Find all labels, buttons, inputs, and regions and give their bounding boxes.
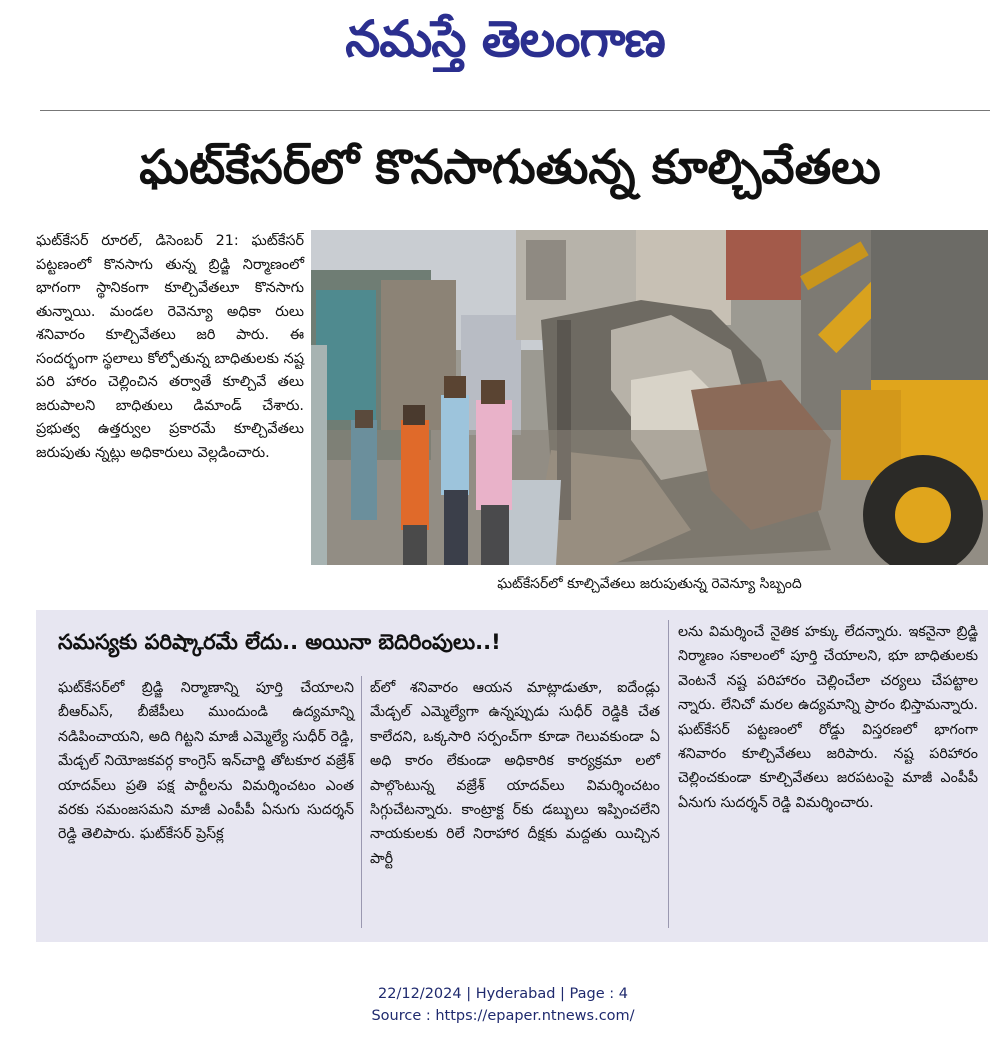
sidebar-story-headline: సమస్యకు పరిష్కారమే లేదు.. అయినా బెదిరింపులు..!	[58, 630, 501, 654]
masthead-divider	[40, 110, 990, 111]
sidebar-column-1	[58, 676, 354, 934]
demolition-photo	[311, 230, 988, 565]
photo-caption: ఘట్‌కేసర్‌లో కూల్చివేతలు జరుపుతున్న రెవెన్యూ సిబ్బంది	[497, 576, 802, 592]
sidebar-column-text: బ్‌లో శనివారం ఆయన మాట్లాడుతూ, ఐదేండ్లు మేడ్చల్ ఎమ్మెల్యేగా ఉన్నప్పుడు సుధీర్ రెడ్డికి చేత కాలేదని, ఒక్కసారి సర్పంచ్‌గా కూడా గెలువకుండా ఏ అధి కారం లేకుండా అధికారిక కార్యక్రమా లలో పాల్గొంటున్న వజ్రేశ్ యాదవ్‌లు విమర్శించటం సిగ్గుచేటన్నారు. కాంట్రాక్ట ర్‌కు డబ్బులు ఇప్పించలేని నాయకులకు రిలే నిరాహార దీక్షకు మద్దతు యిచ్చిన పార్టీ	[370, 680, 660, 867]
column-divider	[668, 620, 669, 928]
demolition-photo-illustration	[311, 230, 988, 565]
masthead	[0, 0, 1006, 80]
sidebar-column-3	[678, 620, 978, 930]
sidebar-column-text: ఘట్‌కేసర్‌లో బ్రిడ్జి నిర్మాణాన్ని పూర్తి చేయాలని బీఆర్‌ఎస్, బీజేపీలు ముందుండి ఉద్యమాన్ని నడిపించాయని, అది గిట్టని మాజీ ఎమ్మెల్యే సుధీర్ రెడ్డి, మేడ్చల్ నియోజకవర్గ కాంగ్రెస్ ఇన్‌చార్జి తోటకూర వజ్రేశ్ యాదవ్‌లు ప్రతి పక్ష పార్టీలను విమర్శించటం ఎంత వరకు సమంజసమని మాజీ ఎంపీపీ ఏనుగు సుదర్శన్ రెడ్డి తెలిపారు. ఘట్‌కేసర్ ప్రెస్‌క్ల	[58, 680, 354, 843]
newspaper-logo: నమస్తే తెలంగాణ	[345, 10, 665, 68]
article-headline: ఘట్‌కేసర్‌లో కొనసాగుతున్న కూల్చివేతలు	[139, 140, 881, 195]
column-divider	[361, 676, 362, 928]
lead-paragraph	[36, 230, 304, 590]
footer-date-line: 22/12/2024 | Hyderabad | Page : 4	[378, 986, 628, 1002]
footer-source-line: Source : https://epaper.ntnews.com/	[371, 1008, 635, 1024]
lead-paragraph-text: ఘట్‌కేసర్ రూరల్, డిసెంబర్ 21: ఘట్‌కేసర్ పట్టణంలో కొనసాగు తున్న బ్రిడ్జి నిర్మాణంలో భాగంగా స్థానికంగా కూల్చివేతలూ కొనసాగు తున్నాయి. మండల రెవెన్యూ అధికా రులు శనివారం కూల్చివేతలు జరి పారు. ఈ సందర్భంగా స్థలాలు కోల్పోతున్న బాధితులకు నష్ట పరి హారం చెల్లించిన తర్వాతే కూల్చివే తలు జరుపాలని బాధితులు డిమాండ్ చేశారు. ప్రభుత్వ ఉత్తర్వుల ప్రకారమే కూల్చివేతలు జరుపుతు న్నట్లు అధికారులు వెల్లడించారు.	[36, 233, 304, 461]
sidebar-column-2	[370, 676, 660, 934]
sidebar-column-text: లను విమర్శించే నైతిక హక్కు లేదన్నారు. ఇకనైనా బ్రిడ్జి నిర్మాణం సకాలంలో పూర్తి చేయాలని, భూ బాధితులకు వెంటనే నష్ట పరిహారం చెల్లించేలా చర్యలు చేపట్టాల న్నారు. లేనిచో మరల ఉద్యమాన్ని ప్రారం భిస్తామన్నారు. ఘట్‌కేసర్ పట్టణంలో రోడ్డు విస్తరణలో భాగంగా శనివారం కూల్చివేతలు జరిపారు. నష్ట పరిహారం చెల్లించకుండా కూల్చివేతలు జరపటంపై మాజీ ఎంపీపీ ఏనుగు సుదర్శన్ రెడ్డి విమర్శించారు.	[678, 624, 978, 811]
